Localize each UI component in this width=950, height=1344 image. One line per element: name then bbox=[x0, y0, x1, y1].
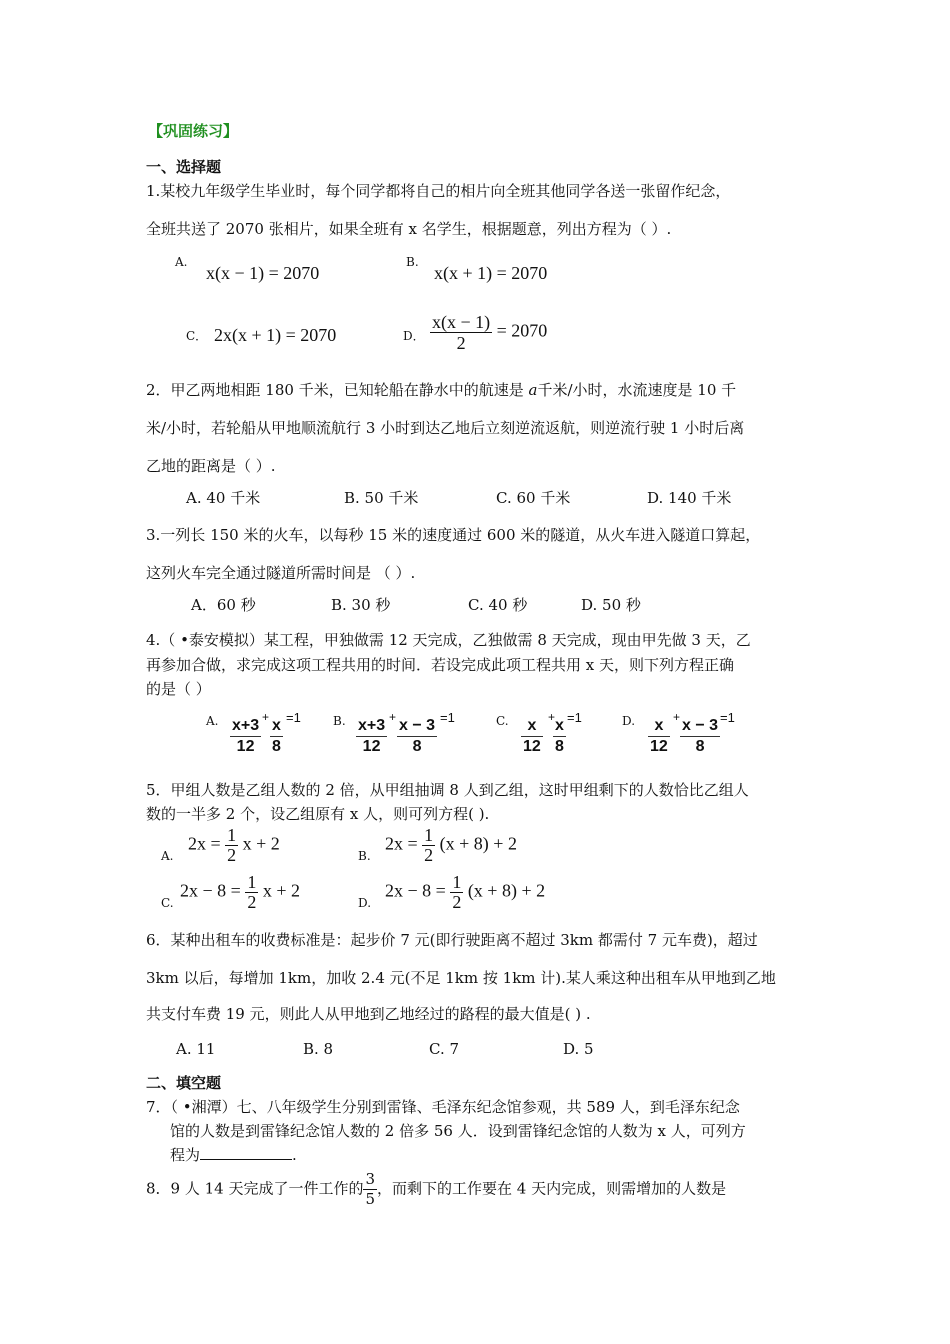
q5-option-b-equation: 2x = $\frac{1}{2}$ (x + 8) + 2 bbox=[385, 825, 517, 865]
q3-option-c: C. 40 秒 bbox=[468, 596, 528, 614]
q4-option-a-label: A. bbox=[206, 714, 219, 728]
q3-line2: 这列火车完全通过隧道所需时间是 （ ）. bbox=[146, 564, 416, 582]
section-title-choice: 一、选择题 bbox=[146, 158, 222, 176]
q6-option-c: C. 7 bbox=[429, 1040, 460, 1058]
q5-line2: 数的一半多 2 个，设乙组原有 x 人，则可列方程( ). bbox=[146, 805, 490, 823]
q4-option-c-fraction1: $\frac{x}{12}$ bbox=[523, 717, 541, 755]
q4-line1: 4.（ •泰安模拟）某工程，甲独做需 12 天完成，乙独做需 8 天完成，现由甲先做 3 天，乙 bbox=[146, 631, 751, 649]
q1-option-c-label: C． bbox=[186, 329, 208, 343]
q4-option-c-label: C. bbox=[496, 714, 509, 728]
q6-line3: 共支付车费 19 元，则此人从甲地到乙地经过的路程的最大值是( ) . bbox=[146, 1005, 591, 1023]
q7-line2: 馆的人数是到雷锋纪念馆人数的 2 倍多 56 人．设到雷锋纪念馆的人数为 x 人，可列方 bbox=[170, 1122, 746, 1140]
q1-option-d-fraction: $\frac{x(x - 1)}{2}$ bbox=[432, 312, 491, 353]
q1-option-c-equation: 2x(x + 1) = 2070 bbox=[214, 325, 337, 345]
q4-option-d-label: D. bbox=[622, 714, 636, 728]
q1-option-b-label: B. bbox=[406, 255, 419, 269]
q4-option-b-plus: + bbox=[389, 710, 397, 724]
q1-option-b-equation: x(x + 1) = 2070 bbox=[434, 263, 548, 283]
q4-option-b-fraction1: $\frac{x+3}{12}$ bbox=[358, 717, 386, 755]
q6-line2: 3km 以后，每增加 1km，加收 2.4 元(不足 1km 按 1km 计).某人乘这种出租车从甲地到乙地 bbox=[146, 969, 776, 987]
q4-line3: 的是（ ） bbox=[146, 680, 211, 698]
q5-option-b-label: B. bbox=[358, 849, 371, 863]
q4-option-b-label: B. bbox=[333, 714, 346, 728]
q4-option-a-plus: + bbox=[262, 710, 270, 724]
q4-option-a-equals: =1 bbox=[286, 710, 301, 725]
q4-option-c-equals: =1 bbox=[567, 710, 582, 725]
q5-option-d-label: D. bbox=[358, 896, 372, 910]
q4-option-d-equals: =1 bbox=[720, 710, 735, 725]
q6-option-a: A. 11 bbox=[176, 1040, 216, 1058]
q6-line1: 6．某种出租车的收费标准是：起步价 7 元(即行驶距离不超过 3km 都需付 7 元车费)，超过 bbox=[146, 931, 758, 949]
q5-option-b-half: $\frac{1}{2}$ bbox=[424, 825, 434, 865]
q5-option-d-equation: 2x − 8 = $\frac{1}{2}$ (x + 8) + 2 bbox=[385, 872, 546, 912]
q2-line1: 2．甲乙两地相距 180 千米，已知轮船在静水中的航速是 a千米/小时，水流速度是 10 千 bbox=[146, 381, 737, 399]
section-title-fill: 二、填空题 bbox=[146, 1074, 222, 1092]
q6-option-d: D. 5 bbox=[563, 1040, 594, 1058]
q7-line1: 7．（ •湘潭）七、八年级学生分别到雷锋、毛泽东纪念馆参观，共 589 人，到毛泽东纪念 bbox=[146, 1098, 740, 1116]
q4-option-d-fraction2: $\frac{x - 3}{8}$ bbox=[682, 717, 719, 755]
q5-option-a-label: A. bbox=[161, 849, 174, 863]
q4-option-b-equals: =1 bbox=[440, 710, 455, 725]
q4-option-b-fraction2: $\frac{x - 3}{8}$ bbox=[399, 717, 436, 755]
q3-option-b: B. 30 秒 bbox=[331, 596, 391, 614]
q2-option-c: C. 60 千米 bbox=[496, 489, 571, 507]
q7-line3: 程为 . bbox=[170, 1146, 297, 1164]
q7-answer-blank bbox=[200, 1145, 292, 1160]
q4-option-d-fraction1: $\frac{x}{12}$ bbox=[650, 717, 668, 755]
q5-option-d-half: $\frac{1}{2}$ bbox=[452, 872, 462, 912]
q4-option-c-plus: + bbox=[548, 710, 556, 724]
q3-option-a: A．60 秒 bbox=[191, 596, 256, 614]
q2-option-b: B. 50 千米 bbox=[344, 489, 419, 507]
q1-option-d-label: D． bbox=[403, 329, 425, 343]
q1-option-d-equation: $\frac{x(x - 1)}{2}$ = 2070 bbox=[432, 312, 548, 353]
q4-option-a-fraction2: $\frac{x}{8}$ bbox=[272, 717, 281, 755]
q1-option-a-label: A. bbox=[175, 255, 188, 269]
q3-line1: 3.一列长 150 米的火车，以每秒 15 米的速度通过 600 米的隧道，从火车进入隧道口算起， bbox=[146, 526, 761, 544]
q2-option-d: D. 140 千米 bbox=[647, 489, 732, 507]
q6-option-b: B. 8 bbox=[303, 1040, 334, 1058]
q5-option-a-half: $\frac{1}{2}$ bbox=[227, 825, 237, 865]
q4-option-c-fraction2: $\frac{x}{8}$ bbox=[555, 717, 564, 755]
q1-option-a-equation: x(x − 1) = 2070 bbox=[206, 263, 320, 283]
q4-option-d-plus: + bbox=[673, 710, 681, 724]
q4-line2: 再参加合做，求完成这项工程共用的时间．若设完成此项工程共用 x 天，则下列方程正确 bbox=[146, 656, 734, 674]
q2-option-a: A. 40 千米 bbox=[186, 489, 261, 507]
q5-option-c-half: $\frac{1}{2}$ bbox=[247, 872, 257, 912]
q2-line3: 乙地的距离是（ ）. bbox=[146, 457, 276, 475]
q5-option-c-equation: 2x − 8 = $\frac{1}{2}$ x + 2 bbox=[180, 872, 300, 912]
q8-fraction: $\frac{3}{5}$ bbox=[365, 1170, 376, 1208]
q5-line1: 5．甲组人数是乙组人数的 2 倍，从甲组抽调 8 人到乙组，这时甲组剩下的人数恰比乙组人 bbox=[146, 781, 749, 799]
q1-line1: 1.某校九年级学生毕业时，每个同学都将自己的相片向全班其他同学各送一张留作纪念， bbox=[146, 182, 731, 200]
section-heading: 【巩固练习】 bbox=[148, 122, 239, 140]
q8-line1: 8．9 人 14 天完成了一件工作的 $\frac{3}{5}$ ，而剩下的工作要在 4 天内完成，则需增加的人数是 bbox=[146, 1170, 727, 1208]
q4-option-a-fraction1: $\frac{x+3}{12}$ bbox=[232, 717, 260, 755]
q5-option-c-label: C. bbox=[161, 896, 174, 910]
q1-line2: 全班共送了 2070 张相片，如果全班有 x 名学生，根据题意，列出方程为（ ）. bbox=[146, 220, 672, 238]
q2-line2: 米/小时，若轮船从甲地顺流航行 3 小时到达乙地后立刻逆流返航，则逆流行驶 1 小时后离 bbox=[146, 419, 745, 437]
q5-option-a-equation: 2x = $\frac{1}{2}$ x + 2 bbox=[188, 825, 280, 865]
q3-option-d: D. 50 秒 bbox=[581, 596, 641, 614]
